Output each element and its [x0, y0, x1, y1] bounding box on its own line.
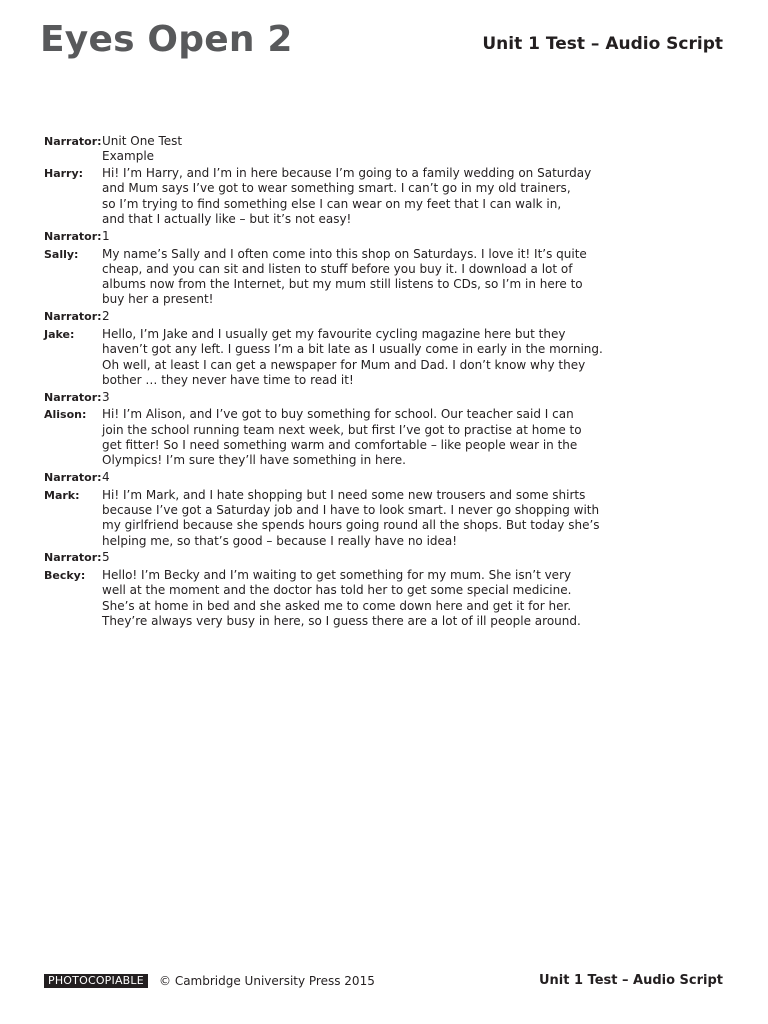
speaker-label: Narrator:	[44, 551, 102, 565]
copyright-notice: © Cambridge University Press 2015	[159, 974, 375, 988]
script-entry	[44, 246, 587, 308]
speech-text	[102, 309, 564, 324]
script-entry	[44, 487, 600, 549]
script-entry	[44, 309, 564, 325]
speaker-label: Narrator:	[44, 135, 102, 148]
speech-text	[102, 488, 600, 549]
speech-text	[102, 229, 564, 244]
speaker-label: Narrator:	[44, 229, 102, 243]
script-entry	[44, 229, 564, 245]
page-title: Unit 1 Test – Audio Script	[482, 34, 723, 54]
page-footer	[44, 973, 723, 991]
speech-line: albums now from the Internet, but my mum still listens to CDs, so I’m in here to	[102, 277, 583, 292]
speech-line: 1	[102, 228, 110, 243]
speech-line: Hi! I’m Alison, and I’ve got to buy something for school. Our teacher said I can	[102, 407, 574, 422]
speech-text	[102, 568, 581, 629]
speaker-label: Narrator:	[44, 390, 102, 404]
speech-line: so I’m trying to find something else I can wear on my feet that I can walk in,	[102, 196, 562, 211]
speech-line: and that I actually like – but it’s not easy!	[102, 212, 352, 227]
speech-line: They’re always very busy in here, so I guess there are a lot of ill people around.	[102, 613, 581, 628]
speaker-label: Narrator:	[44, 310, 102, 324]
speaker-label: Narrator:	[44, 471, 102, 485]
speaker-label: Becky:	[44, 569, 86, 583]
speech-line: haven’t got any left. I guess I’m a bit late as I usually come in early in the morning.	[102, 342, 603, 357]
speech-line: and Mum says I’ve got to wear something smart. I can’t go in my old trainers,	[102, 181, 571, 196]
speech-line: get fitter! So I need something warm and comfortable – like people wear in the	[102, 437, 578, 452]
speech-line: 4	[102, 470, 110, 485]
script-entry	[44, 134, 564, 165]
script-entry	[44, 326, 603, 388]
script-entry	[44, 166, 592, 227]
speech-text	[102, 470, 564, 485]
speech-line: helping me, so that’s good – because I really have no idea!	[102, 533, 458, 548]
speech-text	[102, 407, 582, 468]
speech-line: well at the moment and the doctor has told her to get some special medicine.	[102, 583, 572, 598]
speech-text	[102, 247, 587, 308]
speech-line: Unit One Test	[102, 134, 183, 148]
photocopiable-badge: PHOTOCOPIABLE	[44, 974, 148, 988]
script-entry	[44, 470, 564, 486]
speaker-label: Sally:	[44, 247, 79, 261]
audio-script	[44, 134, 603, 629]
speech-line: 5	[102, 550, 110, 565]
speech-text	[102, 550, 564, 565]
speech-line: Oh well, at least I can get a newspaper for Mum and Dad. I don’t know why they	[102, 357, 586, 372]
speaker-label: Alison:	[44, 408, 87, 422]
footer-title: Unit 1 Test – Audio Script	[538, 973, 723, 988]
script-entry	[44, 568, 581, 629]
script-entry	[44, 390, 564, 406]
speech-text	[102, 390, 564, 405]
speech-line: Olympics! I’m sure they’ll have something in here.	[102, 453, 406, 468]
speech-line: 3	[102, 389, 110, 404]
speech-text	[102, 134, 564, 165]
speech-line: Example	[102, 149, 155, 164]
script-entry	[44, 550, 564, 566]
script-entry	[44, 407, 582, 468]
speech-line: Hello, I’m Jake and I usually get my favourite cycling magazine here but they	[102, 326, 566, 341]
brand-title: Eyes Open 2	[40, 19, 293, 60]
speech-text	[102, 166, 591, 227]
speech-line: Hello! I’m Becky and I’m waiting to get something for my mum. She isn’t very	[102, 568, 572, 583]
speech-text	[102, 327, 603, 388]
speech-line: 2	[102, 309, 110, 324]
speaker-label: Harry:	[44, 167, 84, 181]
speech-line: join the school running team next week, but first I’ve got to practise at home to	[102, 422, 582, 437]
speech-line: Hi! I’m Harry, and I’m in here because I’m going to a family wedding on Saturday	[102, 166, 592, 181]
speaker-label: Mark:	[44, 488, 80, 502]
speech-line: My name’s Sally and I often come into this shop on Saturdays. I love it! It’s quite	[102, 246, 587, 261]
speech-line: cheap, and you can sit and listen to stuff before you buy it. I download a lot of	[102, 261, 573, 276]
speech-line: bother … they never have time to read it!	[102, 372, 354, 387]
speech-line: Hi! I’m Mark, and I hate shopping but I need some new trousers and some shirts	[102, 487, 586, 502]
speech-line: She’s at home in bed and she asked me to come down here and get it for her.	[102, 598, 572, 613]
speech-line: because I’ve got a Saturday job and I have to look smart. I never go shopping with	[102, 502, 600, 517]
speaker-label: Jake:	[44, 327, 75, 341]
speech-line: my girlfriend because she spends hours going round all the shops. But today she’s	[102, 518, 600, 533]
speech-line: buy her a present!	[102, 292, 214, 307]
